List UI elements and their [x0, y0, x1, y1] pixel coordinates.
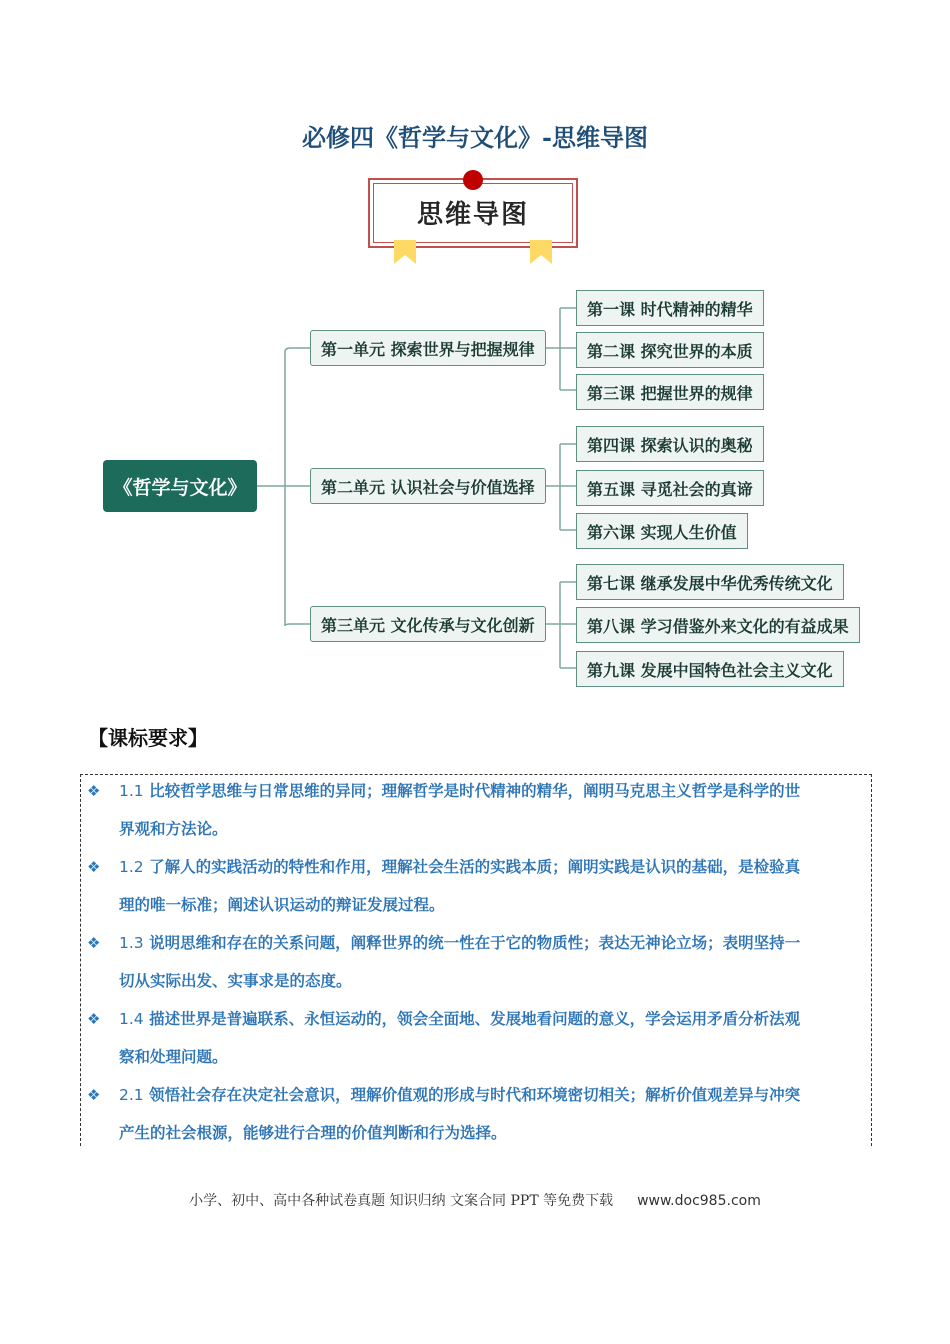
requirement-text-cont: 切从实际出发、实事求是的态度。: [119, 972, 352, 990]
lesson-node: 第三课 把握世界的规律: [576, 374, 764, 410]
unit-node-3: 第三单元 文化传承与文化创新: [310, 606, 546, 642]
lesson-node: 第五课 寻觅社会的真谛: [576, 470, 764, 506]
requirement-text: 说明思维和存在的关系问题，阐释世界的统一性在于它的物质性；表达无神论立场；表明坚持一: [149, 934, 801, 952]
requirement-text: 了解人的实践活动的特性和作用，理解社会生活的实践本质；阐明实践是认识的基础，是检验真: [149, 858, 801, 876]
footer-text: 小学、初中、高中各种试卷真题 知识归纳 文案合同 PPT 等免费下载: [189, 1193, 614, 1209]
page-footer: [0, 1190, 950, 1210]
footer-site-link[interactable]: www.doc985.com: [637, 1193, 761, 1209]
requirement-number: 1.4: [119, 1010, 144, 1028]
lesson-node: 第九课 发展中国特色社会主义文化: [576, 651, 844, 687]
requirement-text-cont: 产生的社会根源，能够进行合理的价值判断和行为选择。: [119, 1124, 507, 1142]
lesson-node: 第一课 时代精神的精华: [576, 290, 764, 326]
mindmap-banner: [368, 170, 580, 262]
diamond-bullet-icon: ❖: [87, 1086, 101, 1104]
requirement-number: 1.2: [119, 858, 144, 876]
diamond-bullet-icon: ❖: [87, 782, 101, 800]
diamond-bullet-icon: ❖: [87, 934, 101, 952]
lesson-node: 第二课 探究世界的本质: [576, 332, 764, 368]
requirement-number: 1.3: [119, 934, 144, 952]
unit-node-2: 第二单元 认识社会与价值选择: [310, 468, 546, 504]
requirement-number: 2.1: [119, 1086, 144, 1104]
requirement-text-cont: 界观和方法论。: [119, 820, 228, 838]
mindmap: [0, 280, 950, 690]
unit-node-1: 第一单元 探索世界与把握规律: [310, 330, 546, 366]
lesson-node: 第四课 探索认识的奥秘: [576, 426, 764, 462]
requirement-text: 领悟社会存在决定社会意识，理解价值观的形成与时代和环境密切相关；解析价值观差异与冲突: [149, 1086, 801, 1104]
requirement-text: 比较哲学思维与日常思维的异同；理解哲学是时代精神的精华，阐明马克思主义哲学是科学的世: [149, 782, 801, 800]
requirements-box: [80, 774, 872, 1146]
mindmap-root: 《哲学与文化》: [103, 460, 257, 512]
requirements-heading: 【课标要求】: [88, 726, 208, 750]
diamond-bullet-icon: ❖: [87, 1010, 101, 1028]
requirement-text-cont: 察和处理问题。: [119, 1048, 228, 1066]
lesson-node: 第六课 实现人生价值: [576, 513, 748, 549]
requirement-text: 描述世界是普遍联系、永恒运动的，领会全面地、发展地看问题的意义，学会运用矛盾分析法观: [149, 1010, 801, 1028]
lesson-node: 第七课 继承发展中华优秀传统文化: [576, 564, 844, 600]
banner-pin-icon: [463, 170, 483, 190]
lesson-node: 第八课 学习借鉴外来文化的有益成果: [576, 607, 860, 643]
diamond-bullet-icon: ❖: [87, 858, 101, 876]
banner-text: 思维导图: [416, 200, 529, 230]
requirement-number: 1.1: [119, 782, 144, 800]
page-title: 必修四《哲学与文化》-思维导图: [302, 123, 648, 152]
requirement-text-cont: 理的唯一标准；阐述认识运动的辩证发展过程。: [119, 896, 445, 914]
